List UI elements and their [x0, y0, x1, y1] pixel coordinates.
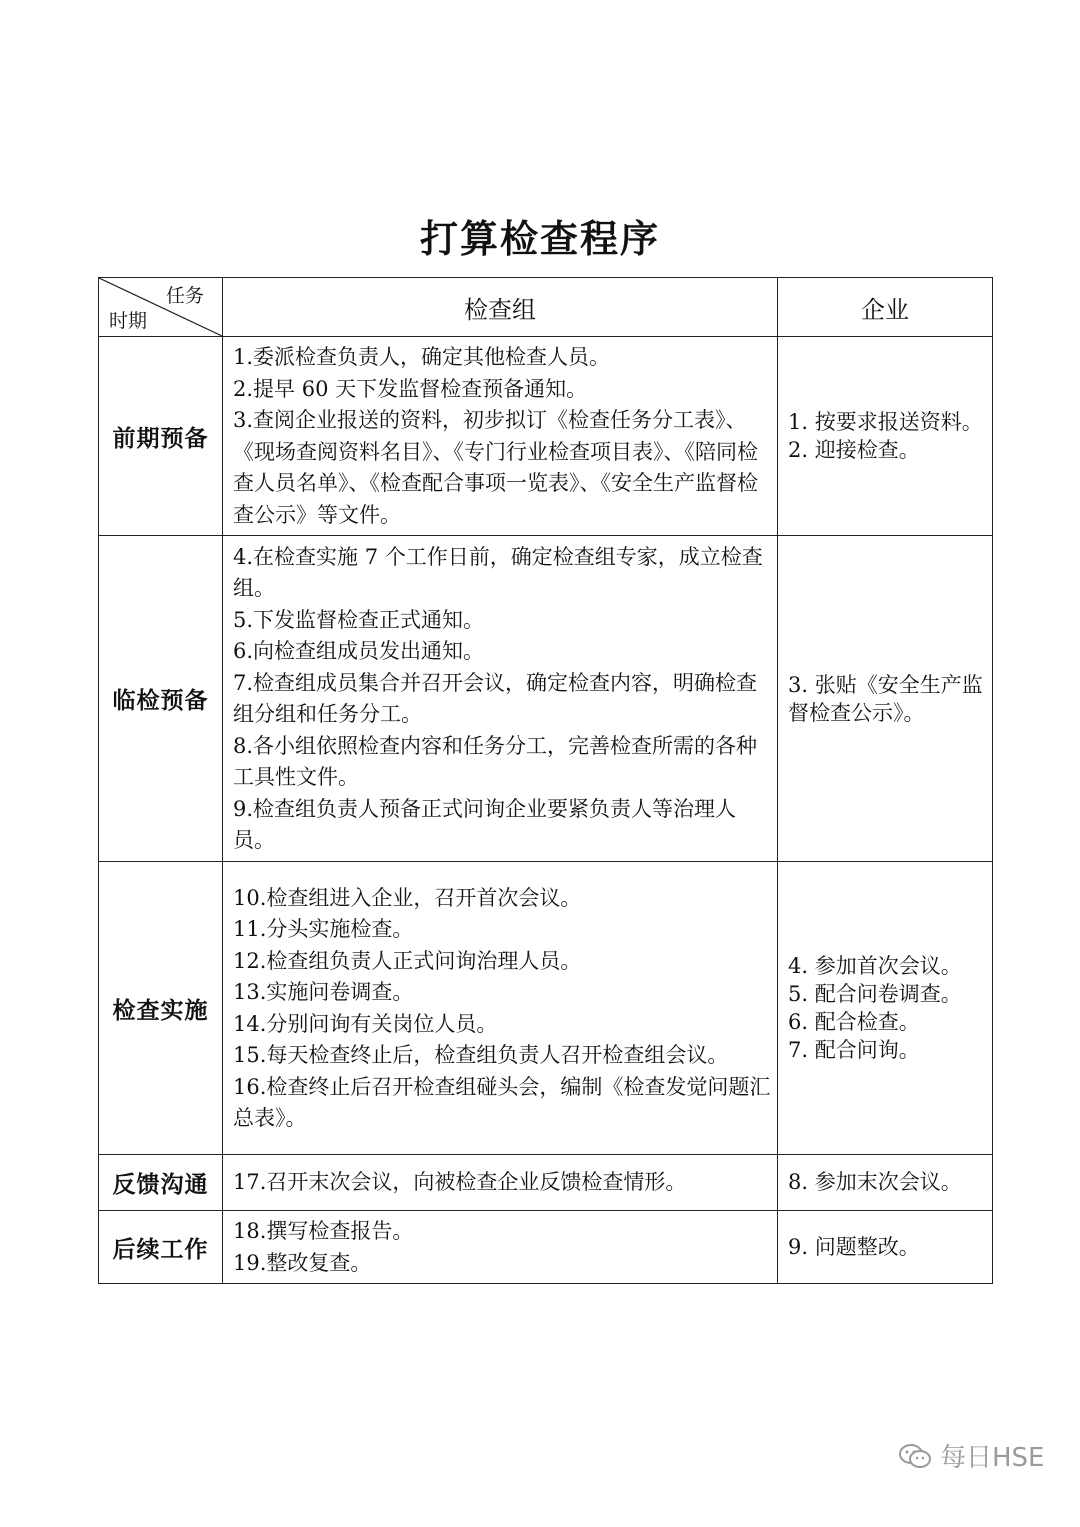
table-row: [99, 1211, 993, 1284]
list-item: 2. 迎接检查。: [788, 438, 920, 462]
table-row: [99, 536, 993, 862]
list-item: 2.提早 60 天下发监督检查预备通知。: [233, 376, 588, 401]
list-item: 6. 配合检查。: [788, 1010, 920, 1034]
inspection-cell: [223, 337, 778, 536]
list-item: 4. 参加首次会议。: [788, 954, 962, 978]
list-item: 12.检查组负责人正式问询治理人员。: [233, 948, 582, 973]
list-item: 7. 配合问询。: [788, 1038, 920, 1062]
inspection-cell: [223, 862, 778, 1155]
list-item: 7.检查组成员集合并召开会议，确定检查内容，明确检查组分组和任务分工。: [233, 670, 758, 726]
list-item: 9. 问题整改。: [788, 1234, 920, 1259]
phase-cell: 反馈沟通: [99, 1155, 223, 1211]
table-header-row: [99, 278, 993, 337]
list-item: 14.分别问询有关岗位人员。: [233, 1011, 498, 1036]
list-item: 9.检查组负责人预备正式问询企业要紧负责人等治理人员。: [233, 796, 737, 852]
inspection-cell: [223, 1211, 778, 1284]
enterprise-cell: [778, 1155, 993, 1211]
list-item: 6.向检查组成员发出通知。: [233, 639, 485, 663]
watermark: [898, 1437, 1044, 1474]
list-item: 17.召开末次会议，向被检查企业反馈检查情形。: [233, 1170, 687, 1195]
wechat-icon: [898, 1442, 932, 1470]
enterprise-cell: [778, 536, 993, 862]
table-row: [99, 862, 993, 1155]
phase-cell: 检查实施: [99, 862, 223, 1155]
list-item: 3. 张贴《安全生产监督检查公示》。: [788, 672, 983, 725]
enterprise-cell: [778, 1211, 993, 1284]
list-item: 5. 配合问卷调查。: [788, 982, 962, 1006]
table-row: [99, 1155, 993, 1211]
list-item: 8.各小组依照检查内容和任务分工，完善检查所需的各种工具性文件。: [233, 733, 758, 789]
header-inspection-group: 检查组: [223, 278, 778, 337]
list-item: 19.整改复查。: [233, 1250, 372, 1275]
list-item: 3.查阅企业报送的资料，初步拟订《检查任务分工表》、《现场查阅资料名目》、《专门行业检查项目表》、《陪同检查人员名单》、《检查配合事项一览表》、《安全生产监督检查公示》等文件。: [233, 408, 758, 527]
table-row: [99, 337, 993, 536]
list-item: 8. 参加末次会议。: [788, 1170, 962, 1194]
page-title: 打算检查程序: [419, 217, 660, 261]
enterprise-cell: [778, 337, 993, 536]
list-item: 10.检查组进入企业，召开首次会议。: [233, 885, 582, 910]
enterprise-cell: [778, 862, 993, 1155]
list-item: 16.检查终止后召开检查组碰头会，编制《检查发觉问题汇总表》。: [233, 1074, 771, 1130]
inspection-cell: [223, 1155, 778, 1211]
inspection-cell: [223, 536, 778, 862]
watermark-text: 每日HSE: [940, 1443, 1045, 1473]
list-item: 4.在检查实施 7 个工作日前，确定检查组专家，成立检查组。: [233, 544, 763, 600]
header-period-label: 时期: [109, 310, 148, 332]
list-item: 15.每天检查终止后，检查组负责人召开检查组会议。: [233, 1043, 729, 1067]
list-item: 1.委派检查负责人，确定其他检查人员。: [233, 345, 611, 369]
phase-cell: 临检预备: [99, 536, 223, 862]
inspection-procedure-table: [98, 277, 993, 1284]
list-item: 5.下发监督检查正式通知。: [233, 607, 485, 632]
header-task-label: 任务: [165, 285, 204, 307]
list-item: 1. 按要求报送资料。: [788, 410, 983, 434]
list-item: 11.分头实施检查。: [233, 917, 414, 941]
phase-cell: 后续工作: [99, 1211, 223, 1284]
list-item: 13.实施问卷调查。: [233, 980, 414, 1004]
diagonal-header-cell: [99, 278, 223, 337]
header-enterprise: 企业: [778, 278, 993, 337]
list-item: 18.撰写检查报告。: [233, 1219, 414, 1243]
phase-cell: 前期预备: [99, 337, 223, 536]
